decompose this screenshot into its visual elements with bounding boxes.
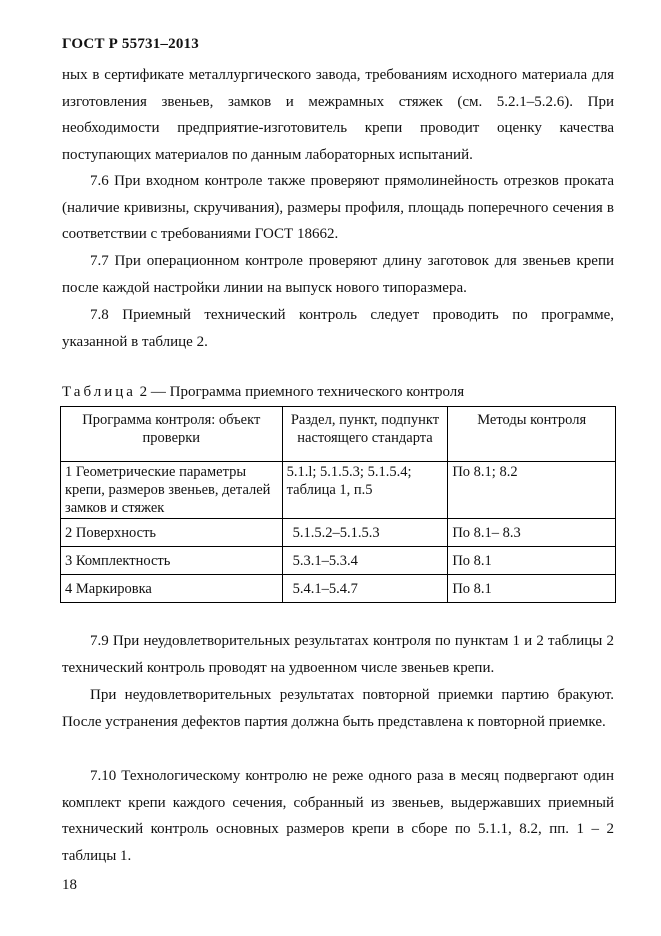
paragraph-continuation: ных в сертификате металлургического завода, требованиям исходного материала для изготовления звеньев, замков и межрамных стяжек (см. 5.2.1–5.2.6). При необходимости предприятие-изготовитель крепи проводит оценку качества поступающих материалов по данным лабораторных испытаний.	[62, 67, 614, 163]
paragraph-7-10-text: 7.10 Технологическому контролю не реже одного раза в месяц подвергают один комплект крепи каждого сечения, собранный из звеньев, выдержавших приемный технический контроль основных размеров крепи в сборе по 5.1.1, 8.2, пп. 1 – 2 таблицы 1.	[62, 768, 614, 864]
paragraph-7-7	[62, 248, 614, 301]
paragraph-rejection	[62, 682, 614, 735]
paragraph-7-7-text: 7.7 При операционном контроле проверяют длину заготовок для звеньев крепи после каждой настройки линии на выпуск нового типоразмера.	[62, 253, 614, 296]
table-header-row	[61, 407, 616, 462]
table-cell: 5.1.5.2–5.1.5.3	[282, 519, 448, 547]
paragraph-7-8-text: 7.8 Приемный технический контроль следует проводить по программе, указанной в таблице 2.	[62, 307, 614, 350]
paragraph-7-6-text: 7.6 При входном контроле также проверяют прямолинейность отрезков проката (наличие кривизны, скручивания), размеры профиля, площадь поперечного сечения в соответствии с требованиями ГОСТ 18662.	[62, 173, 614, 242]
table-cell: По 8.1	[448, 575, 616, 603]
control-program-table	[60, 406, 616, 603]
table-cell: По 8.1– 8.3	[448, 519, 616, 547]
paragraph-7-9	[62, 628, 614, 681]
table-row	[61, 547, 616, 575]
paragraph-7-9-text: 7.9 При неудовлетворительных результатах контроля по пунктам 1 и 2 таблицы 2 технический контроль проводят на удвоенном числе звеньев крепи.	[62, 633, 614, 676]
paragraph-7-8	[62, 302, 614, 355]
table-cell: 2 Поверхность	[61, 519, 283, 547]
table-row	[61, 462, 616, 519]
table-cell: 5.1.l; 5.1.5.3; 5.1.5.4; таблица 1, п.5	[282, 462, 448, 519]
column-header-section: Раздел, пункт, подпункт настоящего стандарта	[282, 407, 448, 462]
table-caption-word: Таблица	[62, 384, 136, 400]
paragraph-7-10	[62, 763, 614, 869]
paragraph-7-6	[62, 168, 614, 248]
table-cell: 3 Комплектность	[61, 547, 283, 575]
table-cell: 5.4.1–5.4.7	[282, 575, 448, 603]
table-row	[61, 575, 616, 603]
table-cell: 5.3.1–5.3.4	[282, 547, 448, 575]
column-header-program: Программа контроля: объект проверки	[61, 407, 283, 462]
table-cell: 4 Маркировка	[61, 575, 283, 603]
column-header-methods: Методы контроля	[448, 407, 616, 462]
table-caption-title: 2 — Программа приемного технического контроля	[135, 384, 465, 400]
page-number: 18	[62, 877, 77, 893]
table-caption	[62, 382, 464, 402]
table-row	[61, 519, 616, 547]
table-cell: 1 Геометрические параметры крепи, размеров звеньев, деталей замков и стяжек	[61, 462, 283, 519]
table-cell: По 8.1	[448, 547, 616, 575]
document-header: ГОСТ Р 55731–2013	[62, 36, 199, 52]
paragraph-rejection-text: При неудовлетворительных результатах повторной приемки партию бракуют. После устранения дефектов партия должна быть представлена к повторной приемке.	[62, 687, 614, 730]
table-cell: По 8.1; 8.2	[448, 462, 616, 519]
